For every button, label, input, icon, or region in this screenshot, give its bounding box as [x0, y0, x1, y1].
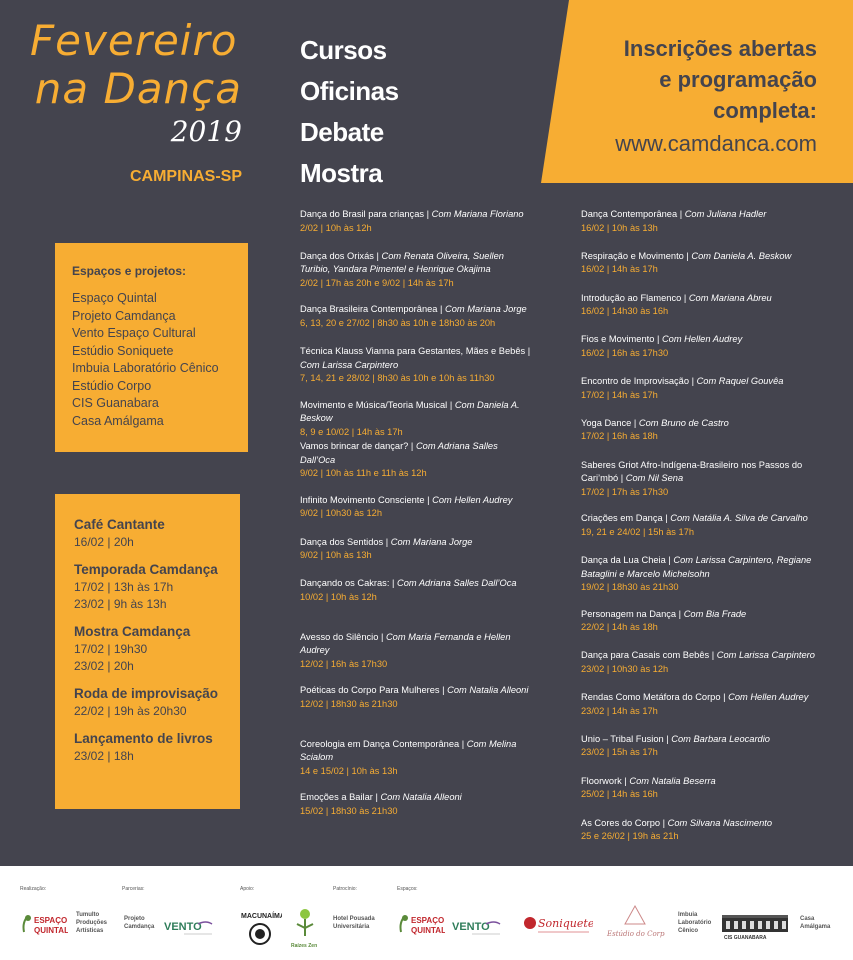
space-item: Imbuia Laboratório Cênico	[72, 361, 219, 375]
projeto-line: Projeto	[124, 916, 145, 922]
course-name: As Cores do Corpo |	[581, 817, 668, 828]
course-date: 19/02 | 18h30 às 21h30	[581, 582, 679, 593]
course-teacher: Com Larissa Carpintero, Regiane Bataglini e Marcelo Michelsohn	[581, 555, 812, 579]
event-time: 17/02 | 19h30	[74, 642, 148, 656]
course-title	[581, 292, 826, 306]
course-date: 25/02 | 14h às 16h	[581, 789, 658, 800]
course-name: Técnica Klauss Vianna para Gestantes, Mães e Bebês |	[300, 346, 531, 357]
course-teacher: Com Bia Frade	[683, 608, 747, 619]
course-item	[300, 738, 535, 792]
banner-text	[624, 33, 817, 126]
vento-logo	[164, 920, 216, 943]
course-item	[300, 791, 535, 833]
banner-line: Inscrições abertas	[623, 36, 817, 61]
course-title	[581, 250, 826, 264]
banner-line: completa:	[713, 98, 817, 123]
course-teacher: Com Natalia Alleoni	[447, 685, 529, 696]
course-date: 2/02 | 17h às 20h e 9/02 | 14h às 17h	[300, 277, 454, 288]
course-item	[300, 494, 535, 536]
course-item	[581, 649, 826, 691]
course-date: 7, 14, 21 e 28/02 | 8h30 às 10h e 10h às 11h30	[300, 373, 495, 384]
event-time: 23/02 | 9h às 13h	[74, 597, 167, 611]
space-item: Espaço Quintal	[72, 291, 157, 305]
course-title	[300, 684, 535, 698]
spaces-title: Espaços e projetos:	[72, 264, 187, 278]
spaces-list	[72, 290, 248, 430]
course-teacher: Com Mariana Jorge	[390, 536, 473, 547]
banner-line: e programação	[659, 67, 817, 92]
course-name: Coreologia em Dança Contemporânea |	[300, 738, 467, 749]
soniquete-logo	[523, 914, 593, 941]
course-name: Saberes Griot Afro-Indígena-Brasileiro nos Passos do Cari’mbó |	[581, 459, 803, 484]
event-name: Temporada Camdança	[74, 562, 218, 577]
course-title	[300, 440, 535, 467]
course-item	[581, 512, 826, 554]
course-item	[300, 399, 535, 441]
title-year: 2019	[170, 115, 242, 148]
raizes-zen-logo	[290, 904, 320, 957]
course-date: 16/02 | 14h às 17h	[581, 264, 658, 275]
course-item	[300, 303, 535, 345]
courses-column-right	[581, 208, 826, 858]
course-item	[581, 775, 826, 817]
cis-guanabara-logo	[720, 912, 790, 945]
course-title	[300, 738, 535, 765]
course-title	[581, 649, 826, 663]
course-date: 14 e 15/02 | 10h às 13h	[300, 765, 398, 776]
casa-line: Amálgama	[800, 924, 831, 930]
space-item: Vento Espaço Cultural	[72, 326, 196, 340]
course-title	[300, 536, 535, 550]
course-name: Dançando os Cakras: |	[300, 578, 397, 589]
hotel-line: Hotel Pousada	[333, 916, 375, 922]
course-teacher: Com Adriana Salles Dall’Oca	[396, 578, 517, 589]
course-title	[581, 775, 826, 789]
course-date: 12/02 | 18h30 às 21h30	[300, 698, 398, 709]
course-teacher: Com Hellen Audrey	[432, 494, 513, 505]
course-item	[581, 817, 826, 859]
event-name: Roda de improvisação	[74, 686, 219, 701]
course-teacher: Com Mariana Abreu	[688, 292, 772, 303]
imbuia-line: Cênico	[678, 928, 699, 934]
course-teacher: Com Larissa Carpintero	[716, 650, 815, 661]
course-date: 23/02 | 10h30 às 12h	[581, 663, 669, 674]
cis-logo-text: CIS GUANABARA	[724, 935, 767, 940]
course-name: Dança Contemporânea |	[581, 209, 685, 219]
event-item	[74, 685, 240, 720]
course-name: Rendas Como Metáfora do Corpo |	[581, 692, 729, 703]
course-date: 25 e 26/02 | 19h às 21h	[581, 831, 679, 842]
imbuia-line: Laboratório	[678, 920, 712, 926]
footer-label-espacos: Espaços:	[397, 886, 418, 892]
vento-logo-text: VENTO	[164, 921, 202, 933]
footer-label-patrocinio: Patrocínio:	[333, 886, 357, 892]
hotel-line: Universitária	[333, 924, 370, 930]
course-name: Dança para Casais com Bebês |	[581, 650, 717, 661]
activity-item: Mostra	[300, 158, 383, 188]
course-item	[581, 250, 826, 292]
space-item: Estúdio Corpo	[72, 378, 152, 393]
course-teacher: Com Adriana Salles Dall’Oca	[300, 441, 498, 465]
espaco-quintal-word2: QUINTAL	[34, 926, 68, 935]
tumulto-line: Artísticas	[76, 928, 104, 934]
spaces-box	[55, 243, 248, 452]
espaco-quintal-logo	[20, 912, 68, 943]
course-teacher: Com Silvana Nascimento	[667, 817, 773, 828]
course-teacher: Com Barbara Leocardio	[671, 733, 770, 744]
espaco-quintal-word1: ESPAÇO	[34, 916, 68, 925]
course-name: Emoções a Bailar |	[300, 792, 381, 803]
event-time: 22/02 | 19h às 20h30	[74, 704, 187, 718]
course-title	[581, 512, 826, 526]
course-name: Fios e Movimento |	[581, 334, 662, 345]
course-teacher: Com Maria Fernanda e Hellen Audrey	[300, 631, 511, 656]
activity-item: Debate	[300, 117, 384, 147]
activity-item: Oficinas	[300, 76, 399, 106]
course-item	[581, 733, 826, 775]
course-item	[300, 440, 535, 494]
course-title	[581, 333, 826, 347]
course-teacher: Com Renata Oliveira, Suellen Turibio, Yandara Pimentel e Henrique Okajima	[300, 250, 504, 275]
course-item	[300, 631, 535, 685]
course-date: 16/02 | 14h30 às 16h	[581, 306, 669, 317]
course-item	[300, 684, 535, 738]
course-date: 16/02 | 16h às 17h30	[581, 347, 669, 358]
course-name: Criações em Dança |	[581, 513, 671, 524]
courses-column-left	[300, 208, 535, 833]
space-item: CIS Guanabara	[72, 396, 159, 410]
website-link[interactable]: www.camdanca.com	[615, 131, 817, 156]
macunaima-logo	[240, 908, 282, 953]
course-name: Encontro de Improvisação |	[581, 376, 697, 387]
course-title	[300, 303, 535, 317]
course-title	[581, 608, 826, 622]
course-date: 15/02 | 18h30 às 21h30	[300, 805, 398, 816]
course-item	[300, 536, 535, 578]
event-time: 16/02 | 20h	[74, 535, 134, 549]
casa-amalgama-text	[800, 915, 830, 931]
course-item	[300, 577, 535, 631]
course-name: Dança Brasileira Contemporânea |	[300, 304, 446, 315]
city-label: CAMPINAS-SP	[129, 168, 242, 185]
estudio-corpo-logo	[605, 904, 665, 949]
course-date: 12/02 | 16h às 17h30	[300, 658, 388, 669]
course-item	[581, 608, 826, 650]
course-title	[581, 817, 826, 831]
course-name: Personagem na Dança |	[581, 608, 684, 619]
course-title	[581, 208, 826, 222]
course-name: Dança dos Orixás |	[300, 250, 382, 261]
course-name: Avesso do Silêncio |	[300, 631, 386, 642]
course-item	[581, 292, 826, 334]
projeto-line: Camdança	[124, 924, 155, 930]
course-date: 23/02 | 15h às 17h	[581, 747, 658, 758]
course-date: 9/02 | 10h às 13h	[300, 550, 372, 561]
course-name: Poéticas do Corpo Para Mulheres |	[300, 685, 448, 696]
course-name: Introdução ao Flamenco |	[581, 292, 689, 303]
title-line1: Fevereiro	[30, 16, 238, 65]
course-date: 8, 9 e 10/02 | 14h às 17h	[300, 426, 403, 437]
soniquete-logo-text: Soniquete	[538, 917, 593, 930]
course-item	[300, 345, 535, 399]
course-item	[581, 375, 826, 417]
course-date: 17/02 | 14h às 17h	[581, 389, 658, 400]
course-date: 16/02 | 10h às 13h	[581, 222, 658, 233]
course-date: 10/02 | 10h às 12h	[300, 591, 377, 602]
course-date: 22/02 | 14h às 18h	[581, 622, 658, 633]
course-teacher: Com Hellen Audrey	[728, 692, 809, 703]
course-teacher: Com Natalia Beserra	[629, 775, 716, 786]
raizes-zen-logo-text: Raízes Zen	[291, 943, 318, 949]
casa-line: Casa	[800, 916, 815, 922]
course-name: Yoga Dance |	[581, 417, 639, 428]
tumulto-line: Produções	[76, 920, 108, 926]
event-name: Lançamento de livros	[74, 731, 213, 746]
course-date: 2/02 | 10h às 12h	[300, 222, 372, 233]
event-time: 23/02 | 18h	[74, 749, 134, 763]
course-title	[300, 791, 535, 805]
event-item	[74, 730, 240, 765]
course-item	[581, 208, 826, 250]
event-time: 23/02 | 20h	[74, 659, 134, 673]
vento-logo-2-text: VENTO	[452, 921, 490, 933]
espaco-quintal-logo-2	[397, 912, 445, 943]
course-teacher: Com Natália A. Silva de Carvalho	[670, 513, 808, 524]
espaco-quintal-2-word2: QUINTAL	[411, 926, 445, 935]
course-title	[300, 577, 535, 591]
course-name: Dança do Brasil para crianças |	[300, 209, 432, 219]
course-teacher: Com Hellen Audrey	[661, 334, 743, 345]
course-item	[300, 250, 535, 304]
course-date: 17/02 | 17h às 17h30	[581, 486, 669, 497]
course-teacher: Com Raquel Gouvêa	[696, 376, 784, 387]
course-name: Dança da Lua Cheia |	[581, 555, 674, 566]
event-item	[74, 623, 240, 675]
course-teacher: Com Natalia Alleoni	[380, 792, 462, 803]
course-title	[300, 399, 535, 426]
activities-list	[300, 30, 399, 194]
projeto-camdanca-text	[124, 915, 154, 931]
footer-label-apoio: Apoio:	[240, 886, 255, 892]
event-item	[74, 516, 240, 551]
espaco-quintal-2-word1: ESPAÇO	[411, 916, 445, 925]
course-title	[581, 417, 826, 431]
course-teacher: Com Mariana Jorge	[445, 304, 527, 315]
estudio-corpo-logo-text: Estúdio do Corpo	[607, 930, 665, 938]
vento-logo-2	[452, 920, 504, 943]
course-name: Movimento e Música/Teoria Musical |	[300, 399, 455, 410]
course-title	[581, 733, 826, 747]
course-title	[581, 691, 826, 705]
course-item	[581, 459, 826, 513]
footer-label-parcerias: Parcerias:	[122, 886, 145, 892]
space-item: Casa Amálgama	[72, 413, 164, 428]
course-teacher: Com Nil Sena	[625, 473, 684, 484]
course-teacher: Com Daniela A. Beskow	[691, 250, 792, 261]
course-item	[300, 208, 535, 250]
course-title	[581, 459, 826, 486]
tumulto-text	[76, 911, 107, 935]
tumulto-line: Tumulto	[76, 912, 100, 918]
footer-label-realizacao: Realização:	[20, 886, 47, 892]
course-title	[300, 250, 535, 277]
hotel-text	[333, 915, 375, 931]
course-teacher: Com Juliana Hadler	[684, 209, 767, 219]
sponsors-footer	[0, 866, 853, 960]
space-item: Projeto Camdança	[72, 308, 176, 323]
course-date: 17/02 | 16h às 18h	[581, 431, 658, 442]
event-name: Mostra Camdança	[74, 624, 191, 639]
course-date: 9/02 | 10h às 11h e 11h às 12h	[300, 468, 427, 479]
event-item	[74, 561, 240, 613]
course-date: 6, 13, 20 e 27/02 | 8h30 às 10h e 18h30 às 20h	[300, 317, 496, 328]
course-teacher: Com Melina Scialom	[300, 738, 517, 763]
space-item: Estúdio Soniquete	[72, 343, 174, 358]
title-line2: na Dança	[34, 64, 242, 113]
course-title	[581, 554, 826, 581]
course-item	[581, 417, 826, 459]
course-name: Respiração e Movimento |	[581, 250, 692, 261]
course-name: Unio – Tribal Fusion |	[581, 733, 672, 744]
course-title	[300, 494, 535, 508]
events-box	[55, 494, 240, 809]
course-name: Dança dos Sentidos |	[300, 536, 391, 547]
course-item	[581, 333, 826, 375]
event-name: Café Cantante	[74, 517, 165, 532]
imbuia-line: Imbuia	[678, 912, 698, 918]
course-title	[300, 208, 535, 222]
course-item	[581, 691, 826, 733]
course-title	[581, 375, 826, 389]
course-title	[300, 631, 535, 658]
course-title	[300, 345, 535, 372]
course-date: 9/02 | 10h30 às 12h	[300, 508, 383, 519]
course-name: Vamos brincar de dançar? |	[300, 441, 416, 452]
event-time: 17/02 | 13h às 17h	[74, 580, 174, 594]
course-item	[581, 554, 826, 608]
activity-item: Cursos	[300, 35, 387, 65]
imbuia-text	[678, 911, 711, 935]
course-date: 19, 21 e 24/02 | 15h às 17h	[581, 526, 695, 537]
course-teacher: Com Bruno de Castro	[638, 417, 729, 428]
course-teacher: Com Larissa Carpintero	[300, 359, 399, 370]
course-date: 23/02 | 14h às 17h	[581, 705, 658, 716]
macunaima-logo-text: MACUNAÍMA	[241, 913, 282, 920]
course-teacher: Com Daniela A. Beskow	[300, 399, 520, 424]
course-name: Infinito Movimento Consciente |	[300, 494, 433, 505]
course-name: Floorwork |	[581, 775, 630, 786]
course-teacher: Com Mariana Floriano	[431, 209, 524, 219]
